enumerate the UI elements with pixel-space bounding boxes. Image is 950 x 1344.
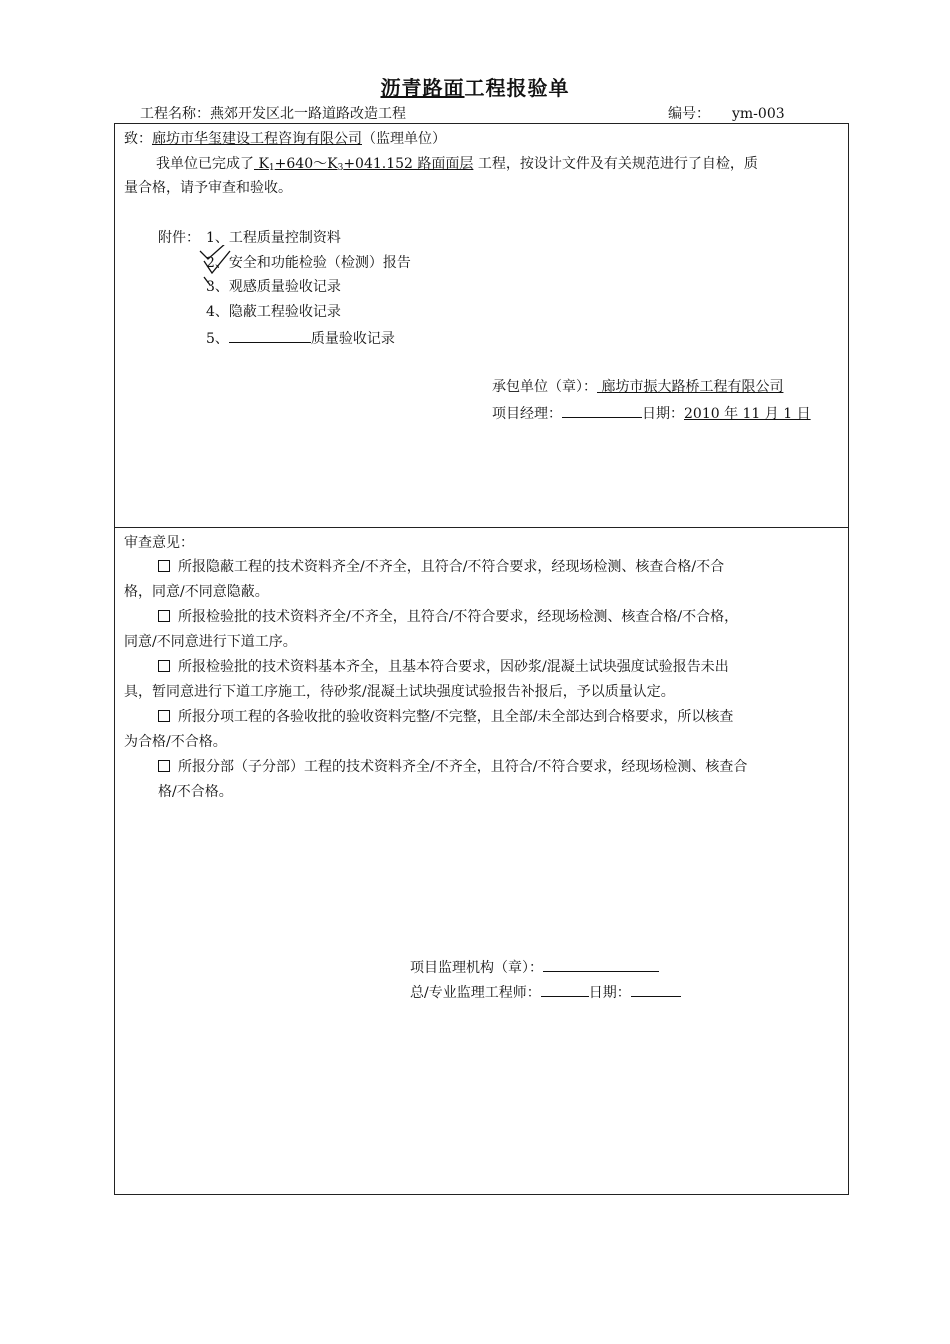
handwritten-check-marks — [198, 245, 238, 290]
review-option-cont: 同意/不同意进行下道工序。 — [124, 634, 297, 650]
document-number: 编号： ym-003 — [668, 106, 785, 122]
attachment-item: 3、观感质量验收记录 — [206, 279, 341, 295]
review-option: 所报检验批的技术资料齐全/不齐全，且符合/不符合要求，经现场检测、核查合格/不合格， — [158, 608, 738, 626]
attachment-item: 1、工程质量控制资料 — [206, 230, 341, 246]
supervisor-company: 廊坊市华玺建设工程咨询有限公司 — [152, 131, 362, 147]
checkbox[interactable] — [158, 560, 170, 572]
recipient-line: 致：廊坊市华玺建设工程咨询有限公司（监理单位） — [124, 131, 446, 147]
page-title: 沥青路面工程报验单 — [380, 76, 570, 100]
review-heading: 审查意见： — [124, 535, 194, 551]
chainage-range: $K_1+640\sim K_3+041.152$ 路面面层 — [258, 156, 474, 173]
attachment-item: 5、 质量验收记录 — [206, 328, 395, 348]
engineer-date-line: 总/专业监理工程师： 日期： — [410, 982, 681, 1002]
project-name: 工程名称：燕郊开发区北一路道路改造工程 — [140, 106, 406, 122]
checkbox[interactable] — [158, 660, 170, 672]
review-option: 所报检验批的技术资料基本齐全，且基本符合要求，因砂浆/混凝土试块强度试验报告未出 — [158, 658, 729, 676]
review-option: 所报分项工程的各验收批的验收资料完整/不完整，且全部/未全部达到合格要求，所以核查 — [158, 708, 733, 726]
section-divider — [114, 527, 849, 528]
review-option-cont: 格/不合格。 — [158, 784, 233, 800]
review-option-cont: 格，同意/不同意隐蔽。 — [124, 584, 269, 600]
review-option-cont: 为合格/不合格。 — [124, 734, 227, 750]
checkbox[interactable] — [158, 760, 170, 772]
review-option: 所报分部（子分部）工程的技术资料齐全/不齐全，且符合/不符合要求，经现场检测、核查合 — [158, 758, 747, 776]
review-option: 所报隐蔽工程的技术资料齐全/不齐全，且符合/不符合要求，经现场检测、核查合格/不合 — [158, 558, 724, 576]
submission-date: 2010 年 11 月 1 日 — [684, 406, 811, 422]
manager-date-line: 项目经理： 日期：2010 年 11 月 1 日 — [492, 403, 811, 423]
attachments-label: 附件： — [158, 230, 200, 246]
contractor-name: 廊坊市振大路桥工程有限公司 — [601, 379, 784, 395]
completion-statement: 我单位已完成了 $K_1+640\sim K_3+041.152$ 路面面层 工程，按设计文件及有关规范进行了自检，质 — [156, 156, 758, 173]
completion-statement-cont: 量合格，请予审查和验收。 — [124, 180, 292, 196]
checkbox[interactable] — [158, 610, 170, 622]
contractor-line: 承包单位（章）： 廊坊市振大路桥工程有限公司 — [492, 379, 784, 395]
attachment-item: 2、安全和功能检验（检测）报告 — [206, 255, 411, 271]
review-option-cont: 具，暂同意进行下道工序施工，待砂浆/混凝土试块强度试验报告补报后，予以质量认定。 — [124, 684, 675, 700]
supervision-org-line: 项目监理机构（章）： — [410, 957, 659, 977]
attachment-item: 4、隐蔽工程验收记录 — [206, 304, 341, 320]
checkbox[interactable] — [158, 710, 170, 722]
